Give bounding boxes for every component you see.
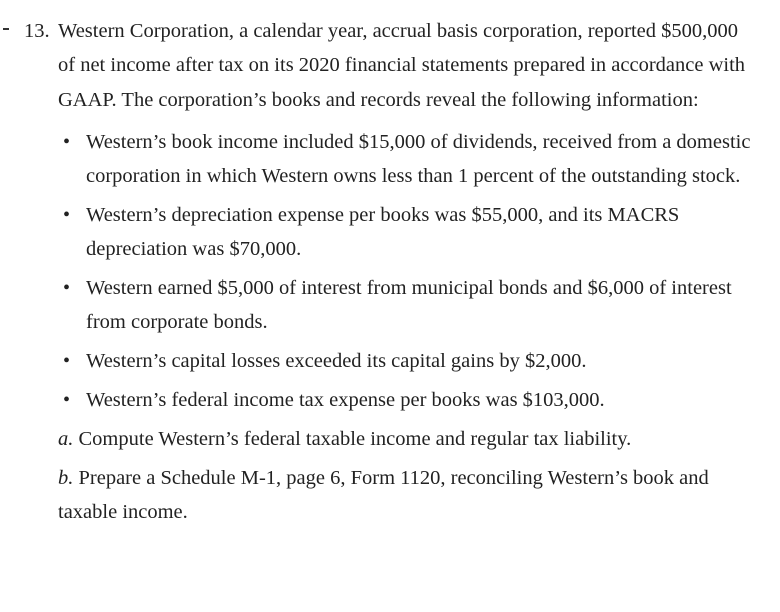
fact-text: Western’s capital losses exceeded its capital gains by $2,000. xyxy=(86,349,587,372)
fact-text: Western’s depreciation expense per books was $55,000, and its MACRS depreciation was $70,000. xyxy=(86,203,680,260)
bullet-icon: • xyxy=(63,276,71,299)
part-text: Prepare a Schedule M-1, page 6, Form 1120, reconciling Western’s book and taxable income. xyxy=(58,466,709,523)
fact-text: Western’s federal income tax expense per books was $103,000. xyxy=(86,388,605,411)
fact-text: Western earned $5,000 of interest from municipal bonds and $6,000 of interest from corporate bonds. xyxy=(86,276,732,333)
fact-item xyxy=(24,271,759,339)
question-parts xyxy=(24,422,759,529)
facts-list xyxy=(24,125,759,417)
problem-13 xyxy=(24,14,759,534)
problem-intro-text: Western Corporation, a calendar year, accrual basis corporation, reported $500,000 of net income after tax on its 2020 financial statements prepared in accordance with GAAP. The corporation’s books and records reveal the following information: xyxy=(58,20,746,111)
fact-item xyxy=(24,383,759,417)
fact-text: Western’s book income included $15,000 of dividends, received from a domestic corporation in which Western owns less than 1 percent of the outstanding stock. xyxy=(86,130,751,187)
fact-item xyxy=(24,344,759,378)
bullet-icon: • xyxy=(63,130,71,153)
problem-intro xyxy=(24,14,759,117)
part-letter: a. xyxy=(58,427,74,450)
fact-item xyxy=(24,198,759,266)
bullet-icon: • xyxy=(63,388,71,411)
problem-number: 13. xyxy=(24,20,50,42)
bullet-icon: • xyxy=(63,203,71,226)
part-text: Compute Western’s federal taxable income and regular tax liability. xyxy=(78,427,632,450)
part-letter: b. xyxy=(58,466,74,489)
question-part-b xyxy=(24,461,759,529)
bullet-icon: • xyxy=(63,349,71,372)
fact-item xyxy=(24,125,759,193)
margin-mark xyxy=(3,28,9,30)
question-part-a xyxy=(24,422,759,456)
